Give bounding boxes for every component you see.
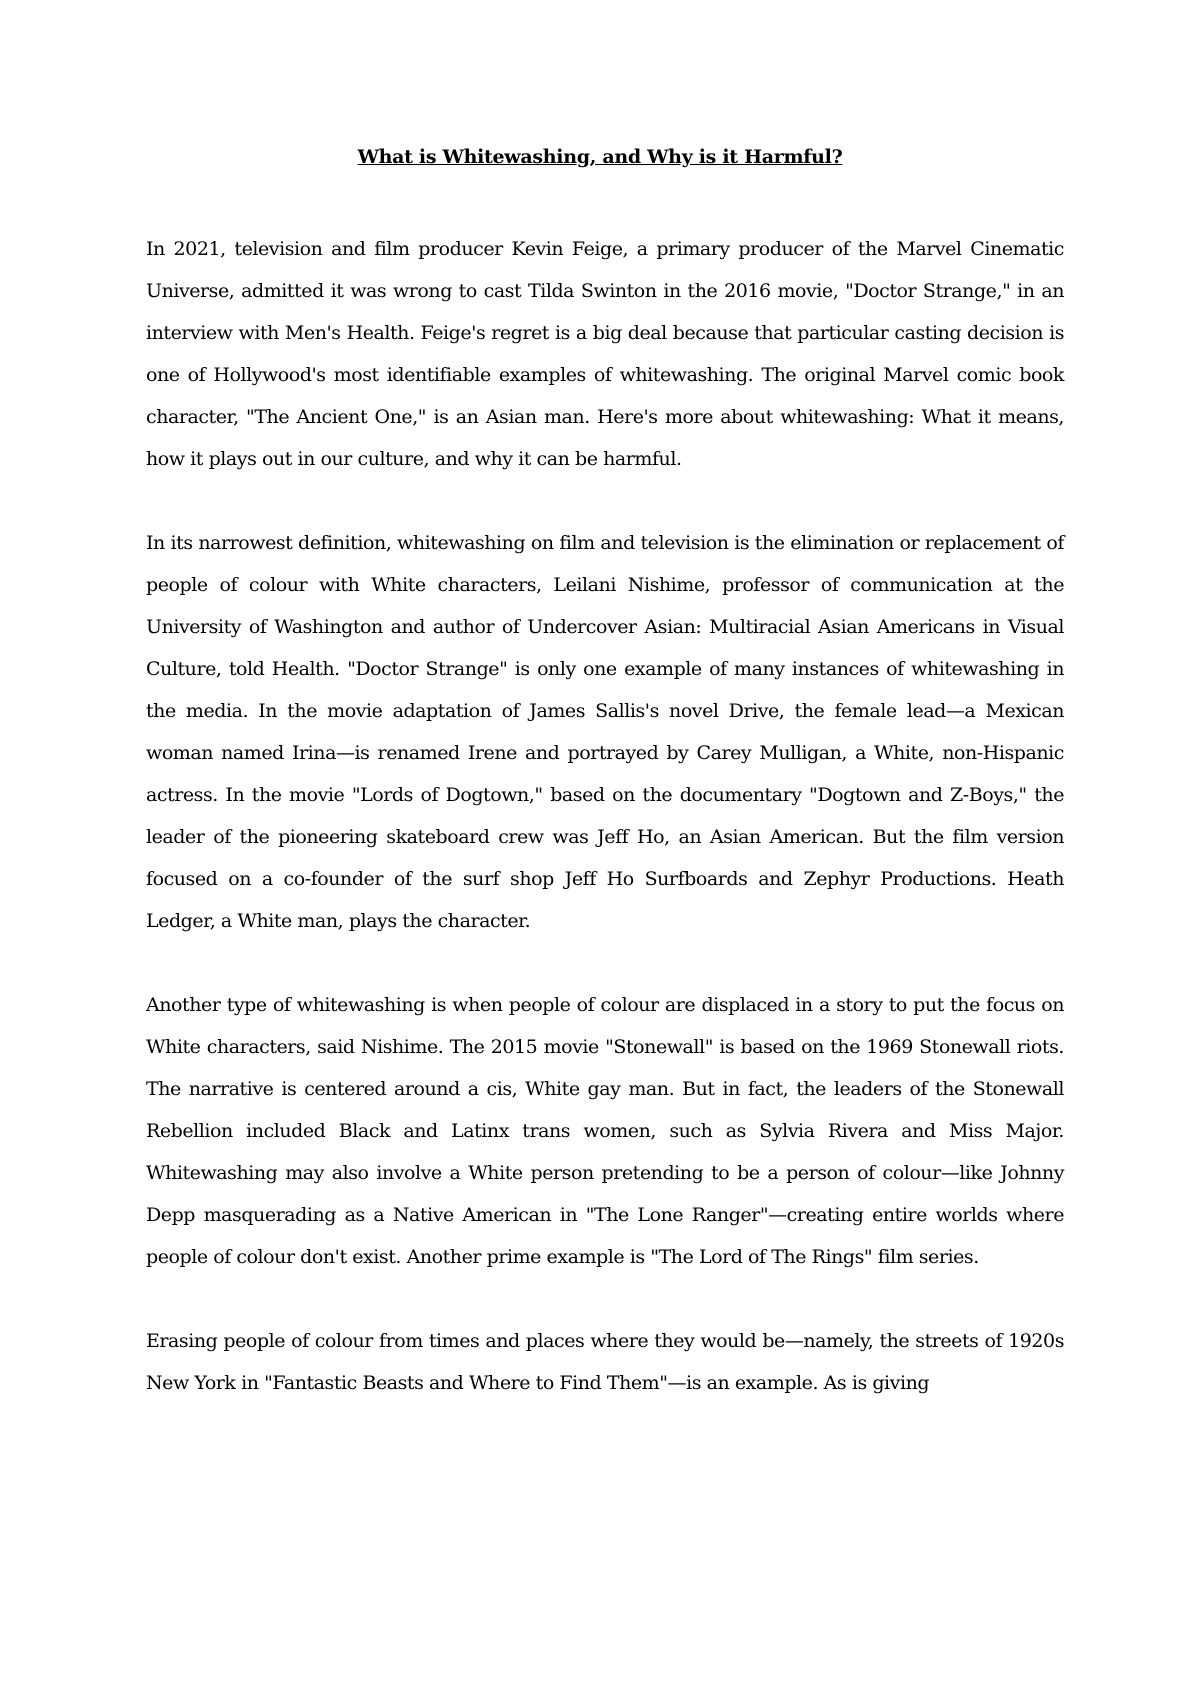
paragraph-4: Erasing people of colour from times and places where they would be—namely, the streets of 1920s New York in "Fantastic Beasts and Where to Find Them"—is an example. As is giving bbox=[146, 1330, 1064, 1394]
paragraph-3: Another type of whitewashing is when people of colour are displaced in a story to put the focus on White characters, said Nishime. The 2015 movie "Stonewall" is based on the 1969 Stonewall riots. The narrative is centered around a cis, White gay man. But in fact, the leaders of the Stonewall Rebellion included Black and Latinx trans women, such as Sylvia Rivera and Miss Major. Whitewashing may also involve a White person pretending to be a person of colour—like Johnny Depp masquerading as a Native American in "The Lone Ranger"—creating entire worlds where people of colour don't exist. Another prime example is "The Lord of The Rings" film series. bbox=[146, 994, 1064, 1268]
document-title: What is Whitewashing, and Why is it Harmful? bbox=[357, 146, 843, 168]
paragraph-2: In its narrowest definition, whitewashing on film and television is the elimination or replacement of people of colour with White characters, Leilani Nishime, professor of communication at the University of Washington and author of Undercover Asian: Multiracial Asian Americans in Visual Culture, told Health. "Doctor Strange" is only one example of many instances of whitewashing in the media. In the movie adaptation of James Sallis's novel Drive, the female lead—a Mexican woman named Irina—is renamed Irene and portrayed by Carey Mulligan, a White, non-Hispanic actress. In the movie "Lords of Dogtown," based on the documentary "Dogtown and Z-Boys," the leader of the pioneering skateboard crew was Jeff Ho, an Asian American. But the film version focused on a co-founder of the surf shop Jeff Ho Surfboards and Zephyr Productions. Heath Ledger, a White man, plays the character. bbox=[146, 532, 1064, 932]
paragraph-1: In 2021, television and film producer Kevin Feige, a primary producer of the Marvel Cinematic Universe, admitted it was wrong to cast Tilda Swinton in the 2016 movie, "Doctor Strange," in an interview with Men's Health. Feige's regret is a big deal because that particular casting decision is one of Hollywood's most identifiable examples of whitewashing. The original Marvel comic book character, "The Ancient One," is an Asian man. Here's more about whitewashing: What it means, how it plays out in our culture, and why it can be harmful. bbox=[146, 238, 1064, 470]
document-body bbox=[146, 228, 1064, 1404]
